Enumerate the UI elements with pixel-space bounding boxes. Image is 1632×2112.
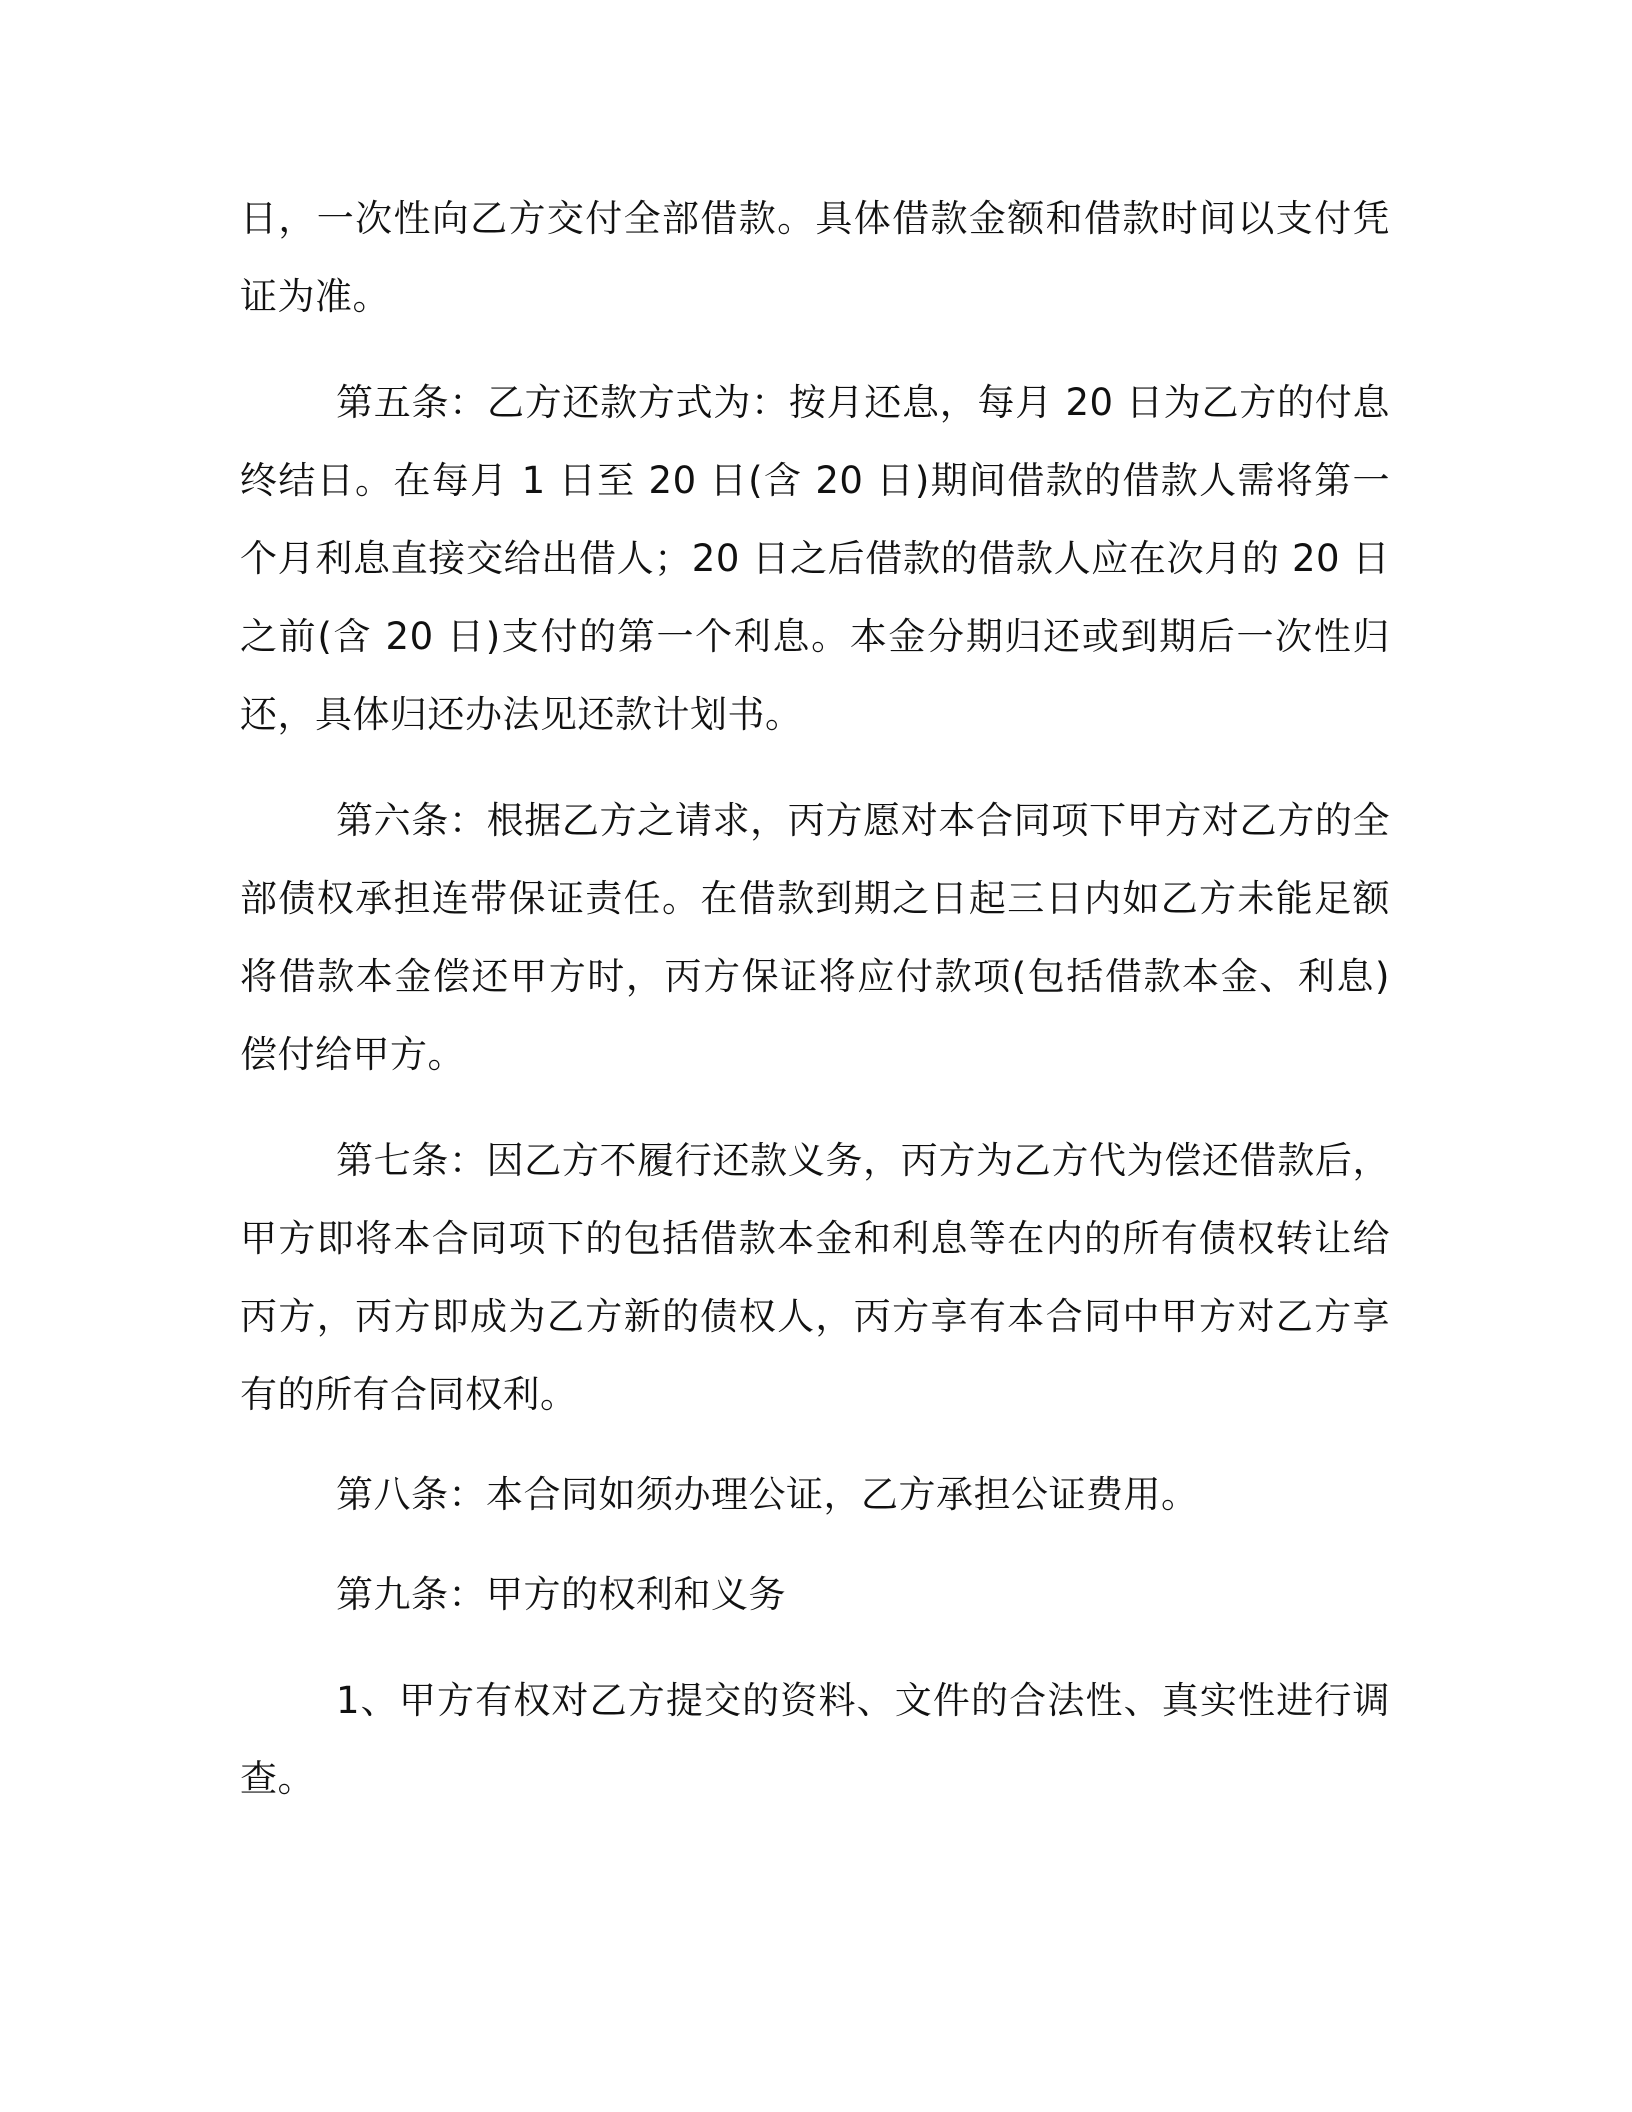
paragraph-article-7: 第七条：因乙方不履行还款义务，丙方为乙方代为偿还借款后，甲方即将本合同项下的包括借款本金和利息等在内的所有债权转让给丙方，丙方即成为乙方新的债权人，丙方享有本合同中甲方对乙方享有的所有合同权利。 [240, 1139, 1390, 1416]
paragraph-continued: 日，一次性向乙方交付全部借款。具体借款金额和借款时间以支付凭证为准。 [240, 197, 1390, 318]
paragraph-article-8: 第八条：本合同如须办理公证，乙方承担公证费用。 [336, 1473, 1199, 1516]
document-body [240, 180, 1390, 1818]
paragraph-article-6: 第六条：根据乙方之请求，丙方愿对本合同项下甲方对乙方的全部债权承担连带保证责任。在借款到期之日起三日内如乙方未能足额将借款本金偿还甲方时，丙方保证将应付款项(包括借款本金、利息)偿付给甲方。 [240, 799, 1390, 1076]
paragraph-article-5: 第五条：乙方还款方式为：按月还息，每月 20 日为乙方的付息终结日。在每月 1 日至 20 日(含 20 日)期间借款的借款人需将第一个月利息直接交给出借人；20 日之后借款的借款人应在次月的 20 日之前(含 20 日)支付的第一个利息。本金分期归还或到期后一次性归还，具体归还办法见还款计划书。 [240, 381, 1390, 736]
paragraph-item-1: 1、甲方有权对乙方提交的资料、文件的合法性、真实性进行调查。 [240, 1679, 1390, 1800]
paragraph-article-9: 第九条：甲方的权利和义务 [336, 1573, 786, 1616]
